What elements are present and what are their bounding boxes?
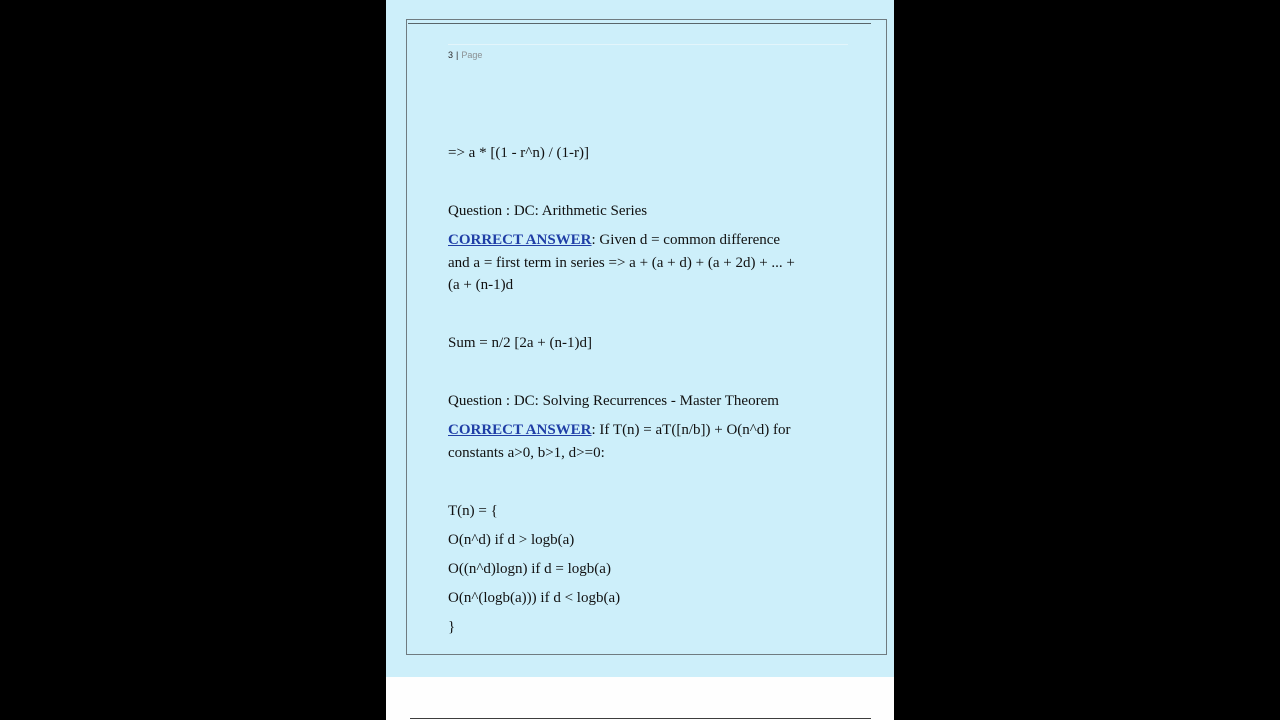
- gp-sum-formula: => a * [(1 - r^n) / (1-r)]: [448, 145, 589, 161]
- answer-arithmetic-line-2: and a = first term in series => a + (a + d) + (a + 2d) + ... +: [448, 255, 795, 271]
- document-page: [386, 0, 894, 677]
- recurrence-case-2: O((n^d)logn) if d = logb(a): [448, 561, 611, 577]
- answer-text: : If T(n) = aT([n/b]) + O(n^d) for: [591, 422, 791, 438]
- correct-answer-label[interactable]: CORRECT ANSWER: [448, 422, 592, 438]
- next-page-header-rule: [410, 718, 871, 719]
- recurrence-case-3: O(n^(logb(a))) if d < logb(a): [448, 590, 621, 606]
- page-number-header: [448, 50, 482, 60]
- header-divider: [448, 44, 848, 45]
- arithmetic-sum-formula: Sum = n/2 [2a + (n-1)d]: [448, 335, 592, 351]
- answer-arithmetic-line-1: [448, 231, 780, 249]
- page-number-separator: |: [456, 50, 459, 60]
- page-number: 3: [448, 50, 454, 60]
- answer-master-line-1: [448, 421, 791, 439]
- header-rule: [408, 23, 871, 24]
- next-document-page: [386, 677, 894, 720]
- page-label: Page: [461, 50, 483, 60]
- answer-arithmetic-line-3: (a + (n-1)d: [448, 277, 514, 293]
- correct-answer-label[interactable]: CORRECT ANSWER: [448, 232, 592, 248]
- answer-text: : Given d = common difference: [591, 232, 781, 248]
- answer-master-line-2: constants a>0, b>1, d>=0:: [448, 445, 605, 461]
- question-master-theorem: Question : DC: Solving Recurrences - Master Theorem: [448, 393, 779, 409]
- recurrence-close: }: [448, 619, 456, 635]
- question-arithmetic-series: Question : DC: Arithmetic Series: [448, 203, 648, 219]
- recurrence-case-1: O(n^d) if d > logb(a): [448, 532, 575, 548]
- recurrence-open: T(n) = {: [448, 503, 498, 519]
